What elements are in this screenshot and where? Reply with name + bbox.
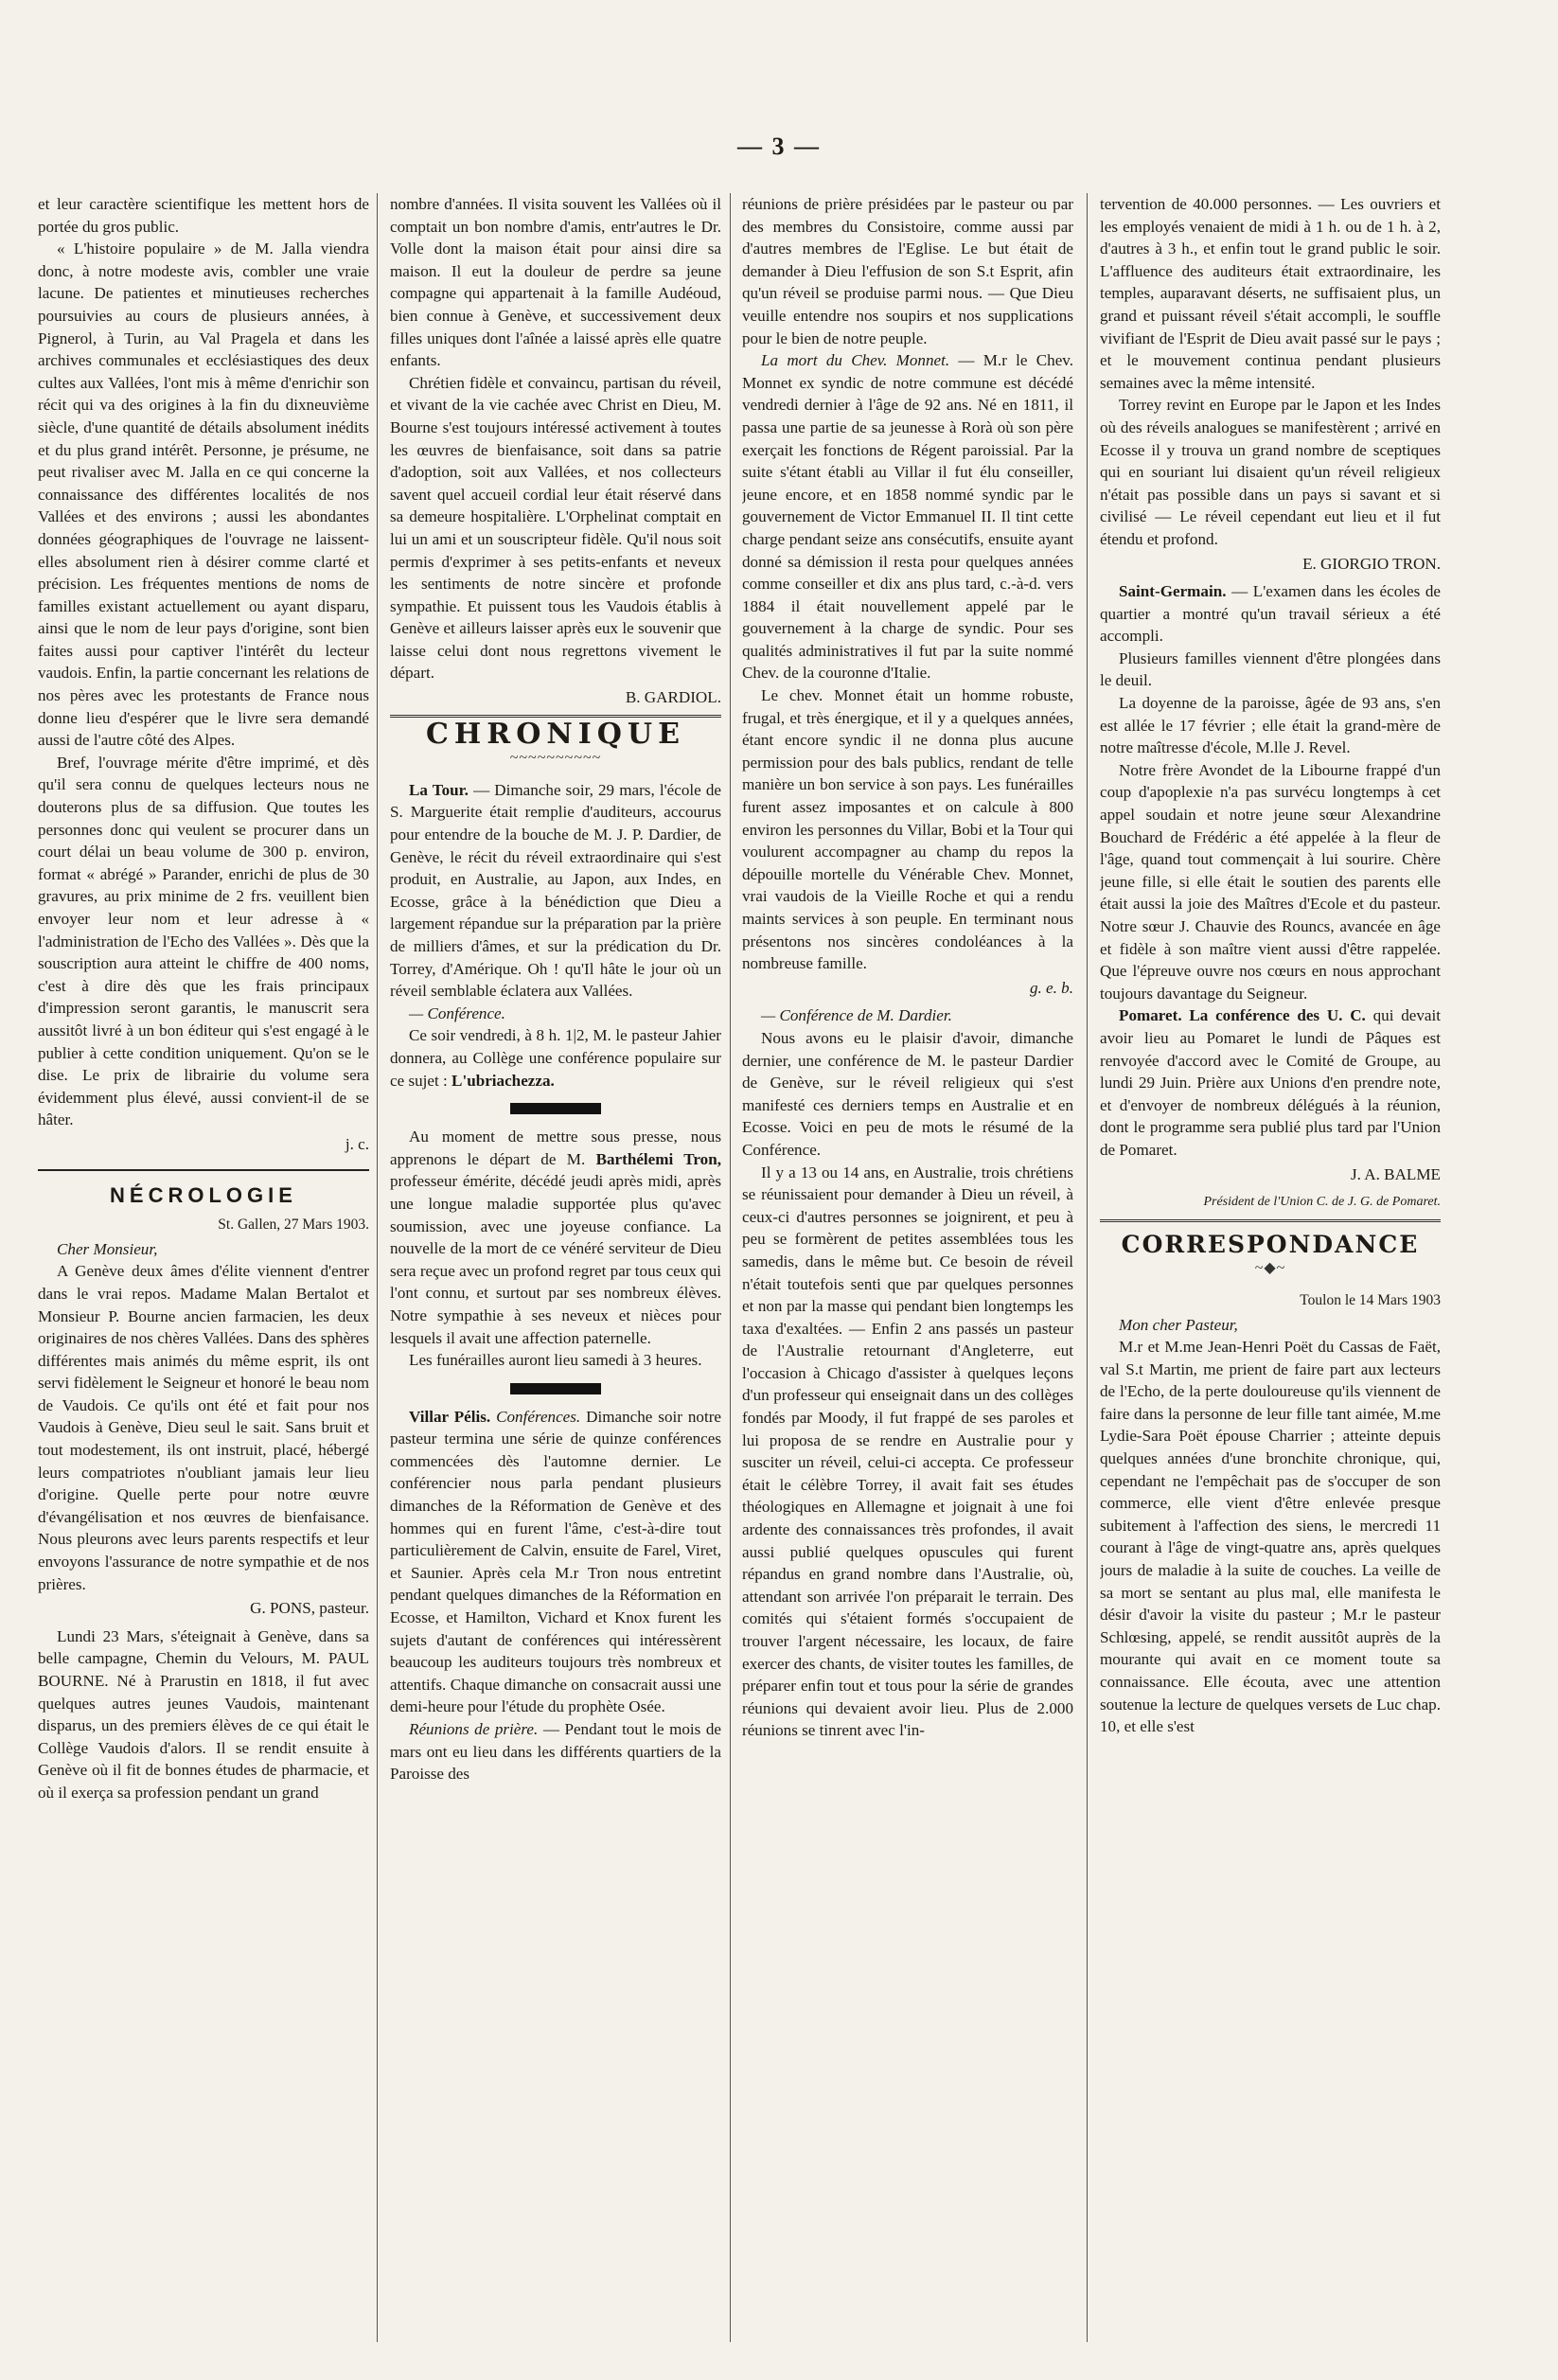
signature: j. c.	[345, 1134, 369, 1153]
ornament-divider: ~~~~~~~~~~	[509, 750, 602, 767]
page-number: — 3 —	[737, 133, 821, 160]
section-title-necrologie: NÉCROLOGIE	[110, 1182, 297, 1207]
paragraph-saint-germain: Saint-Germain. — L'examen dans les écoles de quartier a montré qu'un travail sérieux a été accompli.	[1100, 582, 1441, 646]
paragraph-pomaret: Pomaret. La conférence des U. C. qui devait avoir lieu au Pomaret le lundi de Pâques est renvoyée d'accord avec le Comité de Groupe, au lundi 29 Juin. Prière aux Unions d'en prendre note, et d'envoyer de nombreux délégués à la réunion, dont le programme sera publié plus tard par l'Union de Pomaret.	[1100, 1006, 1441, 1159]
signature: E. GIORGIO TRON.	[1302, 554, 1441, 573]
label: — Conférence.	[409, 1004, 505, 1022]
black-bar-divider	[510, 1103, 601, 1114]
paragraph: Il y a 13 ou 14 ans, en Australie, trois chrétiens se réunissaient pour demander à Dieu un réveil, à ceux-ci d'autres personnes se joignirent, et peu à peu se formèrent de petites assemblées tous les samedis, dans le même but. Ce besoin de réveil n'était toutefois senti que par quelques personnes et non par la masse qui pendant bien longtemps les taxa d'exaltées. — Enfin 2 ans passés un pasteur de l'Australie retournant d'Angleterre, eut l'occasion à Chicago d'assister à quelques leçons d'un professeur qui enseignait dans un des collèges fondés par Moody, il fut frappé de ses paroles et lui proposa de se rendre en Australie pour y susciter un réveil, celui-ci accepta. Ce professeur était le célèbre Torrey, il avait fait ses études théologiques en Allemagne et joignait à une foi ardente des connaissances très profondes, il avait aussi publié quelques opuscules qui furent répandus en grand nombre dans l'Australie, où, attendant son arrivée l'on préparait le terrain. Des comités qui s'étaient formés s'occupaient de trouver l'argent nécessaire, les locaux, de faire exercer des chants, de visiter toutes les familles, de préparer enfin tout et tous pour la série de grandes réunions qui devaient avoir lieu. Plus de 2.000 réunions se tinrent avec l'in-	[742, 1163, 1073, 1740]
paragraph: La doyenne de la paroisse, âgée de 93 ans, s'en est allée le 17 février ; elle était la grand-mère de notre maîtresse d'école, M.lle J. Revel.	[1100, 694, 1441, 757]
paragraph: « L'histoire populaire » de M. Jalla viendra donc, à notre modeste avis, combler une vraie lacune. De patientes et minutieuses recherches poursuivies au cours de plusieurs années, à Pignerol, à Turin, au Val Pragela et dans les archives communales et ecclésiastiques des deux cultes aux Vallées, l'ont mis à même d'enrichir son récit qui va des origines à la fin du dixneuvième siècle, d'une quantité de détails absolument inédits et du plus grand intérêt. Personne, je présume, ne peut rivaliser avec M. Jalla en ce qui concerne la connaissance des différentes localités de nos Vallées et des environs ; aussi les abondantes données géographiques de l'ouvrage ne laissent-elles absolument rien à désirer comme clarté et précision. Les fréquentes mentions de noms de familles existant actuellement ou ayant disparu, ainsi que le nom de leur pays d'origine, sont bien faites aussi pour captiver l'intérêt du lecteur vaudois. Enfin, la partie concernant les relations de nos pères avec les protestants de France nous donne lieu d'espérer que le livre sera demandé aussi de l'autre côté des Alpes.	[38, 240, 369, 750]
signature: g. e. b.	[1029, 978, 1073, 997]
paragraph	[390, 1003, 721, 1025]
signature: B. GARDIOL.	[625, 688, 721, 707]
paragraph: M.r et M.me Jean-Henri Poët du Cassas de Faët, val S.t Martin, me prient de faire part aux lecteurs de l'Echo, de la perte douloureuse qu'ils viennent de faire dans la personne de leur fille tant aimée, M.me Lydie-Sara Poët épouse Charrier ; atteinte depuis quelques années d'une bronchite chronique, qui, cependant ne l'empêchait pas de s'occuper de son commerce, elle vient d'être enlevée presque subitement à l'affection des siens, le mercredi 11 courant à l'âge de vingt-quatre ans, après quelques jours de maladie à la suite de couches. La veille de sa mort se sentant au plus mal, elle manifesta le désir d'avoir la visite du pasteur ; M.r le pasteur Schlœsing, appelé, se rendit aussitôt auprès de la mourante qui avait en ce moment toute sa connaissance. Elle écouta, avec une attention soutenue la lecture de quelques versets de Luc chap. 10, et elle s'est	[1100, 1338, 1441, 1736]
paragraph: Notre frère Avondet de la Libourne frappé d'un coup d'apoplexie n'a pas survécu longtemps à cet appel soudain et notre jeune sœur Alexandrine Bouchard de Frédéric a été appelée à la fleur de l'âge, quand tout commençait à lui sourire. Chère jeune fille, si elle était le soutien des parents elle était aussi la joie des Maîtres d'Ecole et du pasteur. Notre sœur J. Chauvie des Rouncs, avancée en âge et fidèle à son maître vient aussi d'être rappelée. Que l'épreuve ouvre nos cœurs en nous approchant toujours davantage du Seigneur.	[1100, 760, 1441, 1003]
name-bold: Barthélemi Tron,	[595, 1149, 721, 1168]
place-heading: Villar Pélis.	[409, 1407, 491, 1426]
paragraph-monnet: La mort du Chev. Monnet. — M.r le Chev. Monnet ex syndic de notre commune est décédé vendredi dernier à l'âge de 92 ans. Né en 1811, il passa une partie de sa jeunesse à Rorà où son père exerçait les fonctions de Régent paroissial. Par la suite s'étant établi au Villar il fut élu conseiller, jeune encore, et en 1858 nommé syndic par le gouvernement de Victor Emmanuel II. Il tint cette charge pendant seize ans consécutifs, ensuite ayant donné sa démission il resta pour quelques années comme conseiller et dix ans plus tard, c.-à-d. vers 1884 il était nouvellement appelé par le gouvernement à la charge de syndic. Pour ses qualités administratives il fut par la suite nommé Chev. de la couronne d'Italie.	[742, 351, 1073, 683]
section-title-chronique: CHRONIQUE	[426, 717, 685, 751]
paragraph-tron: Au moment de mettre sous presse, nous apprenons le départ de M. Barthélemi Tron, professeur émérite, décédé jeudi après midi, après une longue maladie supportée plus qu'avec soumission, avec une joyeuse confiance. La nouvelle de la mort de ce vénéré serviteur de Dieu sera reçue avec un profond regret par tous ceux qui l'ont connu, et surtout par ses nombreux élèves. Notre sympathie à ses neveux et nièces pour lesquels il avait une affection paternelle.	[390, 1128, 721, 1347]
paragraph-villar: Villar Pélis. Conférences. Dimanche soir notre pasteur termina une série de quinze conférences commencées dès l'automne dernier. Le conférencier nous parla pendant plusieurs dimanches de la Réformation de Genève et des hommes qui en furent l'âme, c'est-à-dire tout particulièrement de Calvin, ensuite de Farel, Viret, et Saunier. Après cela M.r Tron nous entretint pendant quelques dimanches de la Réformation en Ecosse, et Hamilton, Vichard et Knox furent les sujets d'autant de conférences qui intéressèrent beaucoup les auditeurs toujours très nombreux et attentifs. Chaque dimanche on consacrait aussi une demi-heure pour l'étude du prophète Osée.	[390, 1407, 721, 1716]
paragraph: Les funérailles auront lieu samedi à 3 heures.	[409, 1351, 702, 1370]
section-title-correspondance: CORRESPONDANCE	[1121, 1230, 1420, 1258]
place-heading: La Tour.	[409, 780, 469, 799]
paragraph: Plusieurs familles viennent d'être plongées dans le deuil.	[1100, 648, 1441, 690]
label: La mort du Chev. Monnet.	[761, 351, 950, 370]
salutation: Cher Monsieur,	[57, 1239, 158, 1258]
column-2	[390, 193, 721, 2352]
paragraph: Nous avons eu le plaisir d'avoir, dimanche dernier, une conférence de M. le pasteur Dardier de Genève, sur le réveil religieux qui s'est manifesté ces derniers temps en Australie et en Ecosse. Voici en peu de mots le résumé de la Conférence.	[742, 1028, 1073, 1159]
ornament-divider: ~◆~	[1254, 1260, 1286, 1277]
place-heading: Pomaret. La conférence des U. C.	[1119, 1006, 1366, 1025]
signature: J. A. BALME	[1351, 1164, 1441, 1183]
paragraph: nombre d'années. Il visita souvent les Vallées où il comptait un bon nombre d'amis, entr'autres le Dr. Volle dont la maison était pour ainsi dire sa maison. Il eut la douleur de perdre sa jeune compagne qui appartenait à la famille Audéoud, bien connue à Genève, et successivement deux filles uniques dont l'aînée a laissé après elle quatre enfants.	[390, 195, 721, 370]
black-bar-divider	[510, 1383, 601, 1394]
paragraph: réunions de prière présidées par le pasteur ou par des membres du Consistoire, comme aussi par d'autres membres de l'Eglise. Le but était de demander à Dieu l'effusion de son S.t Esprit, afin qu'un réveil se produise parmi nous. — Que Dieu veuille entendre nos soupirs et nos supplications pour le bien de notre peuple.	[742, 195, 1073, 347]
paragraph: Réunions de prière. — Pendant tout le mois de mars ont eu lieu dans les différents quartiers de la Paroisse des	[390, 1720, 721, 1784]
column-rule	[730, 193, 731, 2342]
place-heading: Saint-Germain.	[1119, 582, 1227, 601]
signature: G. PONS, pasteur.	[250, 1599, 369, 1618]
paragraph: Lundi 23 Mars, s'éteignait à Genève, dans sa belle campagne, Chemin du Velours, M. PAUL BOURNE. Né à Prarustin en 1818, il fut avec quelques autres jeunes Vaudois, maintenant disparus, un des premiers élèves de ce qui était le Collège Vaudois d'alors. Il se rendit ensuite à Genève où il fit de bonnes études de pharmacie, et où il exerça sa profession pendant un grand	[38, 1626, 369, 1802]
dateline: Toulon le 14 Mars 1903	[1300, 1291, 1441, 1308]
section-divider	[38, 1169, 369, 1171]
column-rule	[377, 193, 378, 2342]
paragraph: Ce soir vendredi, à 8 h. 1|2, M. le pasteur Jahier donnera, au Collège une conférence populaire sur ce sujet : L'ubriachezza.	[390, 1026, 721, 1090]
salutation: Mon cher Pasteur,	[1119, 1315, 1238, 1334]
label: — Conférence de M. Dardier.	[761, 1006, 952, 1025]
column-4	[1100, 193, 1441, 2352]
dateline: St. Gallen, 27 Mars 1903.	[218, 1217, 369, 1234]
paragraph: Torrey revint en Europe par le Japon et les Indes où des réveils analogues se manifestèrent ; arrivé en Ecosse il y trouva un grand nombre de sceptiques qui en souriant lui disaient qu'un réveil religieux n'était pas possible dans un pays si savant et si civilisé — Le réveil cependant eut lieu et il fut étendu et profond.	[1100, 396, 1441, 548]
section-divider	[1100, 1219, 1441, 1222]
paragraph: Le chev. Monnet était un homme robuste, frugal, et très énergique, et il y a quelques années, étant encore syndic il ne donna plus aucune permission pour des bals publics, rendant de telle manière un bon service à son pays. Les funérailles furent assez imposantes et on calcule à 800 environ les personnes du Villar, Bobi et la Tour qui voulurent accompagner au champ du repos la dépouille mortelle du Vénérable Chev. Monnet, vrai vaudois de la Vieille Roche et qui a rendu maints services à son peuple. En terminant nous présentons nos sincères condoléances à la nombreuse famille.	[742, 686, 1073, 973]
paragraph: A Genève deux âmes d'élite viennent d'entrer dans le vrai repos. Madame Malan Bertalot et Monsieur P. Bourne ancien farmacien, les deux originaires de nos chères Vallées. Dans des sphères différentes mais animés du même esprit, ils ont servi fidèlement le Seigneur et honoré le beau nom de Vaudois. Ce qu'ils ont été et fait pour nos Vaudois à Genève, Dieu seul le sait. Sans bruit et tout modestement, ils ont instruit, placé, hébergé leurs compatriotes n'oubliant jamais leur lieu d'origine. Quelle perte pour notre œuvre d'évangélisation et nos œuvres de bienfaisance. Nous pleurons avec leurs parents respectifs et leur envoyons l'assurance de notre sympathie et de nos prières.	[38, 1262, 369, 1593]
paragraph: et leur caractère scientifique les mettent hors de portée du gros public.	[38, 195, 369, 236]
conference-subject: L'ubriachezza.	[451, 1071, 555, 1090]
signature-title: Président de l'Union C. de J. G. de Pomaret.	[1203, 1195, 1441, 1210]
paragraph: tervention de 40.000 personnes. — Les ouvriers et les employés venaient de midi à 1 h. ou de 1 h. à 2, d'autres à 3 h., et enfin tout le grand public le soir. L'affluence des auditeurs était extraordinaire, les temples, auparavant déserts, ne suffisaient plus, un grand et puissant réveil s'était accompli, le souffle vivifiant de l'Esprit de Dieu avait passé sur le pays ; et le mouvement continua pendant plusieurs semaines avec la même intensité.	[1100, 195, 1441, 392]
column-1	[38, 193, 369, 2352]
paragraph: Chrétien fidèle et convaincu, partisan du réveil, et vivant de la vie cachée avec Christ en Dieu, M. Bourne s'est toujours intéressé activement à toutes les œuvres de bienfaisance, soit dans sa patrie d'adoption, soit aux Vallées, et nos collecteurs savent quel accueil cordial leur était réservé dans sa demeure hospitalière. L'Orphelinat comptait en lui un ami et un souscripteur fidèle. Qu'il nous soit permis d'exprimer à ses petits-enfants et neveux les sentiments de notre sincère et profonde sympathie. Et puissent tous les Vaudois établis à Genève et ailleurs laisser après eux le souvenir que laisse celui dont nous regrettons vivement le départ.	[390, 373, 721, 683]
column-rule	[1087, 193, 1088, 2342]
paragraph	[742, 1004, 1073, 1027]
paragraph: Bref, l'ouvrage mérite d'être imprimé, et dès qu'il sera connu de quelques lecteurs nous ne douterons plus de sa diffusion. Que toutes les personnes donc qui veulent se procurer dans un court délai un beau volume de 300 p. environ, format « abrégé » Parander, enrichi de plus de 30 gravures, au prix minime de 2 frs. veuillent bien envoyer leur nom et leur adresse à « l'administration de l'Echo des Vallées ». Dès que la souscription aura atteint le chiffre de 400 noms, c'est à dire dès que les frais principaux d'impression seront garantis, le manuscrit sera aussitôt livré à un bon éditeur qui s'est engagé à le publier à cette condition uniquement. Qu'on se le dise. Le prix de librairie du volume sera évidemment plus élevé, aussi convient-il de se hâter.	[38, 753, 369, 1129]
paragraph-la-tour: La Tour. — Dimanche soir, 29 mars, l'école de S. Marguerite était remplie d'auditeurs, accourus pour entendre de la bouche de M. J. P. Dardier, de Genève, le récit du réveil extraordinaire qui s'est produit, en Australie, au Japon, aux Indes, en Ecosse, grâce à la bénédiction que Dieu a largement répandue sur la préparation par la prière de milliers d'âmes, et sur la prédication du Dr. Torrey, d'Amérique. Oh ! qu'Il hâte le jour où un réveil semblable éclatera aux Vallées.	[390, 780, 721, 1001]
column-3	[742, 193, 1073, 2352]
